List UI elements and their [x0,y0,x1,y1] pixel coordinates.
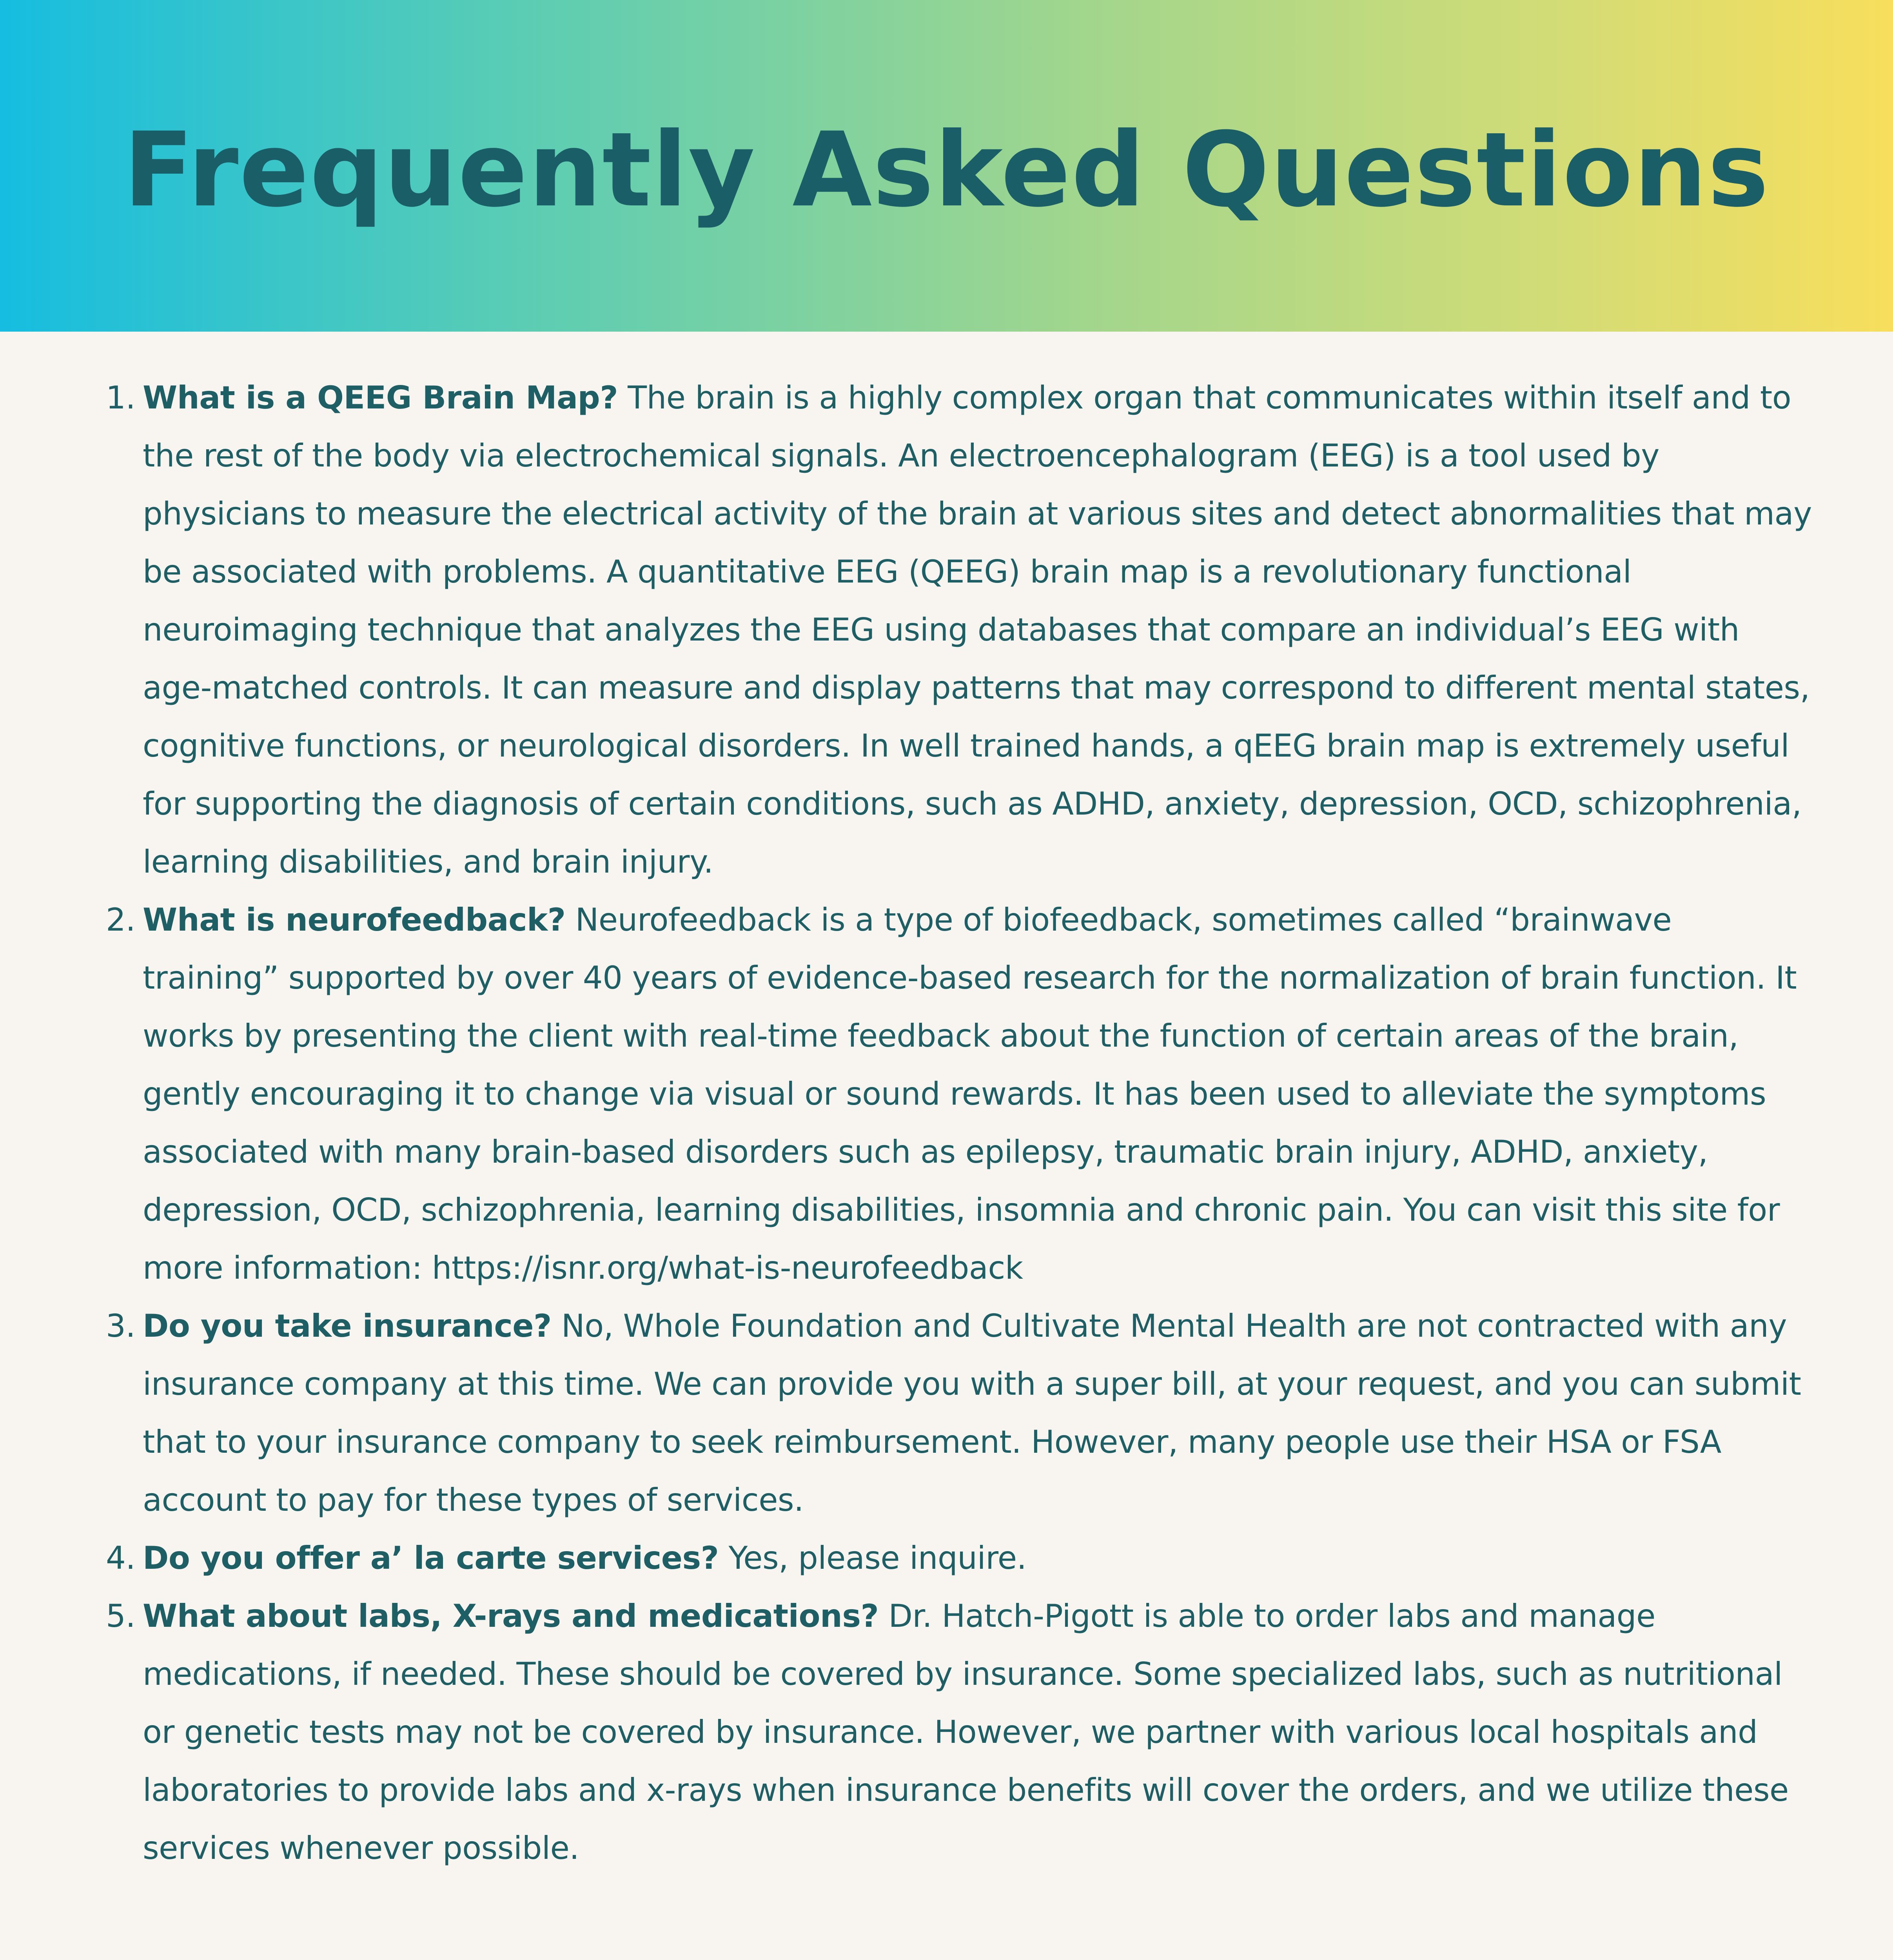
faq-question: Do you take insurance? [143,1308,552,1344]
faq-number: 3. [106,1308,136,1344]
faq-item [106,1297,1815,1529]
faq-number: 2. [106,902,136,938]
faq-answer: Neurofeedback is a type of biofeedback, sometimes called “brainwave training” supported by over 40 years of evidence-based research for the normalization of brain function. It works by presenting the client with real-time feedback about the function of certain areas of the brain, gently encouraging it to change via visual or sound rewards. It has been used to alleviate the symptoms associated with many brain-based disorders such as epilepsy, traumatic brain injury, ADHD, anxiety, depression, OCD, schizophrenia, learning disabilities, insomnia and chronic pain. You can visit this site for more information: https://isnr.org/what-is-neurofeedback [143,902,1797,1286]
header-banner [0,0,1893,332]
faq-number: 5. [106,1598,136,1634]
faq-item [106,1587,1815,1877]
faq-answer: The brain is a highly complex organ that communicates within itself and to the rest of the body via electrochemical signals. An electroencephalogram (EEG) is a tool used by physicians to measure the electrical activity of the brain at various sites and detect abnormalities that may be associated with problems. A quantitative EEG (QEEG) brain map is a revolutionary functional neuroimaging technique that analyzes the EEG using databases that compare an individual’s EEG with age-matched controls. It can measure and display patterns that may correspond to different mental states, cognitive functions, or neurological disorders. In well trained hands, a qEEG brain map is extremely useful for supporting the diagnosis of certain conditions, such as ADHD, anxiety, depression, OCD, schizophrenia, learning disabilities, and brain injury. [143,379,1812,880]
faq-item [106,1529,1815,1587]
faq-item [106,891,1815,1297]
faq-number: 4. [106,1540,136,1576]
faq-number: 1. [106,379,136,416]
faq-item [106,369,1815,891]
faq-list [106,369,1815,1877]
faq-answer: Dr. Hatch-Pigott is able to order labs and manage medications, if needed. These should be covered by insurance. Some specialized labs, such as nutritional or genetic tests may not be covered by insurance. However, we partner with various local hospitals and laboratories to provide labs and x-rays when insurance benefits will cover the orders, and we utilize these services whenever possible. [143,1598,1789,1866]
faq-content [0,332,1893,1960]
faq-answer: Yes, please inquire. [728,1540,1027,1576]
faq-question: What is a QEEG Brain Map? [143,379,618,416]
faq-question: What is neurofeedback? [143,902,566,938]
page-title: Frequently Asked Questions [123,110,1770,230]
faq-answer: No, Whole Foundation and Cultivate Mental Health are not contracted with any insurance company at this time. We can provide you with a super bill, at your request, and you can submit that to your insurance company to seek reimbursement. However, many people use their HSA or FSA account to pay for these types of services. [143,1308,1801,1518]
faq-question: What about labs, X-rays and medications? [143,1598,879,1634]
faq-question: Do you offer a’ la carte services? [143,1540,719,1576]
